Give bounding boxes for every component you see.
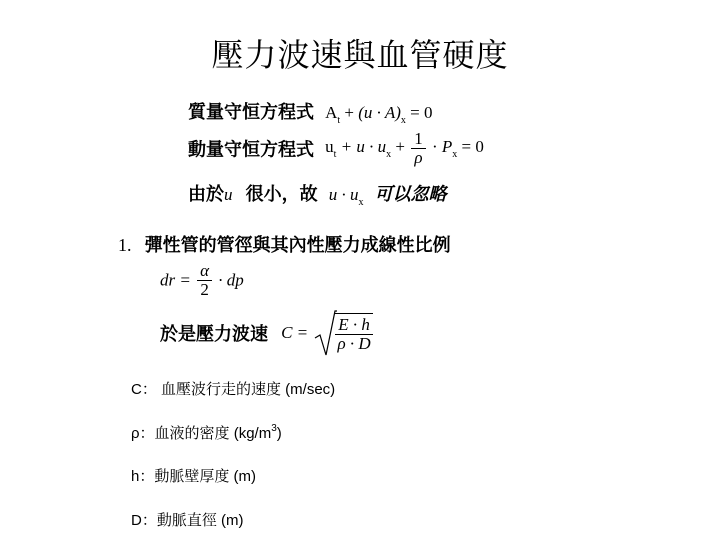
dr-eq-fraction <box>197 262 212 299</box>
def-c-symbol: C： <box>131 381 157 398</box>
radical-sign-icon <box>313 308 337 358</box>
sqrt-expression <box>313 308 375 358</box>
def-rho-sup: 3 <box>271 423 277 434</box>
mom-eq-t: t <box>333 149 337 161</box>
dr-eq-lhs: dr = <box>160 270 191 290</box>
momentum-equation-label: 動量守恒方程式 <box>188 139 314 161</box>
def-rho-text: 血液的密度 (kg/m <box>154 425 272 442</box>
mom-eq-p: P <box>441 137 453 157</box>
mom-eq-fraction <box>411 130 426 167</box>
momentum-equation <box>325 129 484 167</box>
def-d-symbol: D： <box>131 512 157 529</box>
approx-x: x <box>358 197 364 208</box>
point-1-number: 1. <box>118 235 132 255</box>
slide-title: 壓力波速與血管硬度 <box>211 36 509 74</box>
mom-eq-mid: + u · u <box>340 137 387 157</box>
mass-eq-lhs: A <box>325 103 338 122</box>
def-c <box>131 378 335 399</box>
def-rho-symbol: ρ： <box>131 425 155 442</box>
point-1 <box>118 231 451 257</box>
mass-equation-label: 質量守恒方程式 <box>188 102 314 123</box>
mom-eq-x: x <box>386 149 392 161</box>
def-h-symbol: h： <box>131 468 155 485</box>
mom-eq-dot: · <box>431 137 438 157</box>
mass-eq-rhs: = 0 <box>410 103 433 122</box>
mom-eq-px: x <box>452 149 458 161</box>
mom-eq-num: 1 <box>411 130 426 149</box>
sqrt-num: E · h <box>335 316 373 335</box>
sqrt-den: ρ · D <box>337 334 371 353</box>
def-d-text: 動脈直徑 (m) <box>156 512 244 529</box>
approx-label-3: 可以忽略 <box>374 184 447 205</box>
dr-equation <box>160 262 244 299</box>
dr-eq-num: α <box>197 262 212 281</box>
mass-eq-plus: + <box>344 103 354 122</box>
approximation-row <box>188 180 447 208</box>
mom-eq-u: u <box>325 137 334 157</box>
def-d <box>131 509 244 530</box>
wave-speed-label: 於是壓力波速 <box>160 324 268 345</box>
def-rho <box>131 422 282 443</box>
mom-eq-rhs: = 0 <box>461 137 484 157</box>
approx-label-2: 很小，故 <box>245 184 318 205</box>
approx-u: u <box>224 185 233 204</box>
mass-eq-paren: (u · A) <box>358 103 401 122</box>
mom-eq-den: ρ <box>414 148 423 167</box>
point-1-text: 彈性管的管徑與其內性壓力成線性比例 <box>144 235 451 256</box>
def-rho-tail: ) <box>276 425 282 442</box>
def-c-text: 血壓波行走的速度 (m/sec) <box>156 381 336 398</box>
dr-eq-den: 2 <box>200 280 209 299</box>
sqrt-fraction <box>335 313 373 353</box>
def-h <box>131 465 256 486</box>
def-h-text: 動脈壁厚度 (m) <box>154 468 256 485</box>
approx-term: u · u <box>328 185 359 204</box>
mass-eq-x: x <box>400 115 406 126</box>
wave-speed-c: C = <box>281 323 309 342</box>
mass-equation-row <box>188 98 433 126</box>
dr-eq-rhs: · dp <box>218 270 244 290</box>
momentum-equation-row <box>188 130 484 167</box>
mom-eq-plus: + <box>395 137 405 157</box>
mass-eq-t: t <box>337 115 341 126</box>
approx-label-1: 由於 <box>188 184 224 205</box>
wave-speed-row <box>160 308 375 358</box>
mass-equation <box>325 103 433 126</box>
